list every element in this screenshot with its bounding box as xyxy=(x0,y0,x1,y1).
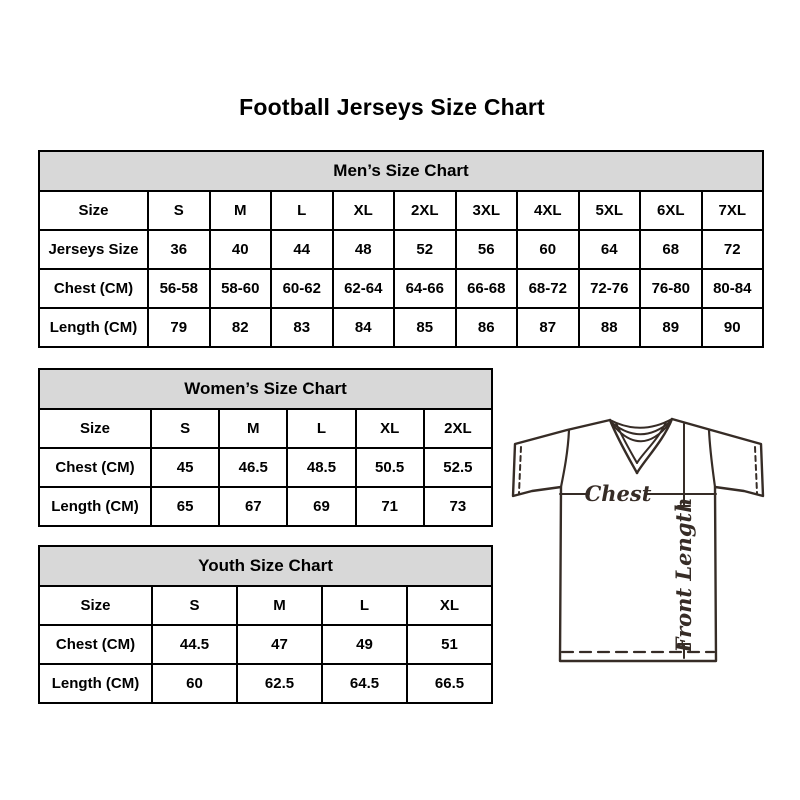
value-cell: 44.5 xyxy=(152,625,237,664)
value-cell: 48 xyxy=(333,230,395,269)
table-row xyxy=(39,448,492,487)
row-label: Chest (CM) xyxy=(39,269,148,308)
value-cell: 66.5 xyxy=(407,664,492,703)
youth-table-title: Youth Size Chart xyxy=(39,546,492,586)
value-cell: 86 xyxy=(456,308,518,347)
value-cell: 69 xyxy=(287,487,355,526)
page-title: Football Jerseys Size Chart xyxy=(239,94,545,120)
value-cell: 88 xyxy=(579,308,641,347)
value-cell: 65 xyxy=(151,487,219,526)
table-row xyxy=(39,269,763,308)
right-cuff-stitch xyxy=(755,447,757,493)
left-cuff-stitch xyxy=(519,447,521,493)
right-armhole-seam xyxy=(709,430,715,487)
value-cell: 87 xyxy=(517,308,579,347)
value-cell: 40 xyxy=(210,230,272,269)
value-cell: 89 xyxy=(640,308,702,347)
value-cell: 44 xyxy=(271,230,333,269)
table-row xyxy=(39,664,492,703)
row-label: Chest (CM) xyxy=(39,625,152,664)
row-label: Size xyxy=(39,586,152,625)
value-cell: 45 xyxy=(151,448,219,487)
value-cell: 84 xyxy=(333,308,395,347)
value-cell: 52.5 xyxy=(424,448,492,487)
front-length-label: Front Length xyxy=(671,497,696,653)
value-cell: 6XL xyxy=(640,191,702,230)
value-cell: 51 xyxy=(407,625,492,664)
womens-size-chart-table xyxy=(38,368,493,527)
value-cell: 52 xyxy=(394,230,456,269)
table-row xyxy=(39,230,763,269)
value-cell: 64.5 xyxy=(322,664,407,703)
value-cell: 64-66 xyxy=(394,269,456,308)
value-cell: 60-62 xyxy=(271,269,333,308)
value-cell: 68-72 xyxy=(517,269,579,308)
women-table-title: Women’s Size Chart xyxy=(39,369,492,409)
table-row xyxy=(39,308,763,347)
value-cell: XL xyxy=(356,409,424,448)
value-cell: 79 xyxy=(148,308,210,347)
value-cell: M xyxy=(237,586,322,625)
value-cell: 83 xyxy=(271,308,333,347)
value-cell: 82 xyxy=(210,308,272,347)
value-cell: 56 xyxy=(456,230,518,269)
table-row xyxy=(39,586,492,625)
value-cell: 66-68 xyxy=(456,269,518,308)
value-cell: 58-60 xyxy=(210,269,272,308)
chest-label: Chest xyxy=(584,481,652,506)
vneck-inner-left xyxy=(616,423,637,463)
table-row xyxy=(39,191,763,230)
value-cell: 56-58 xyxy=(148,269,210,308)
value-cell: L xyxy=(287,409,355,448)
youth-size-chart-table xyxy=(38,545,493,704)
value-cell: 62-64 xyxy=(333,269,395,308)
value-cell: XL xyxy=(407,586,492,625)
row-label: Length (CM) xyxy=(39,308,148,347)
value-cell: 76-80 xyxy=(640,269,702,308)
left-armhole-seam xyxy=(561,430,569,487)
value-cell: S xyxy=(151,409,219,448)
value-cell: 49 xyxy=(322,625,407,664)
value-cell: 48.5 xyxy=(287,448,355,487)
row-label: Chest (CM) xyxy=(39,448,151,487)
value-cell: L xyxy=(271,191,333,230)
value-cell: 90 xyxy=(702,308,764,347)
jersey-outline xyxy=(513,419,763,661)
jersey-measurement-diagram xyxy=(500,394,772,674)
table-row xyxy=(39,487,492,526)
value-cell: 2XL xyxy=(394,191,456,230)
row-label: Size xyxy=(39,409,151,448)
value-cell: 85 xyxy=(394,308,456,347)
row-label: Length (CM) xyxy=(39,487,151,526)
value-cell: 5XL xyxy=(579,191,641,230)
value-cell: S xyxy=(152,586,237,625)
value-cell: 2XL xyxy=(424,409,492,448)
table-row xyxy=(39,625,492,664)
value-cell: M xyxy=(219,409,287,448)
row-label: Jerseys Size xyxy=(39,230,148,269)
value-cell: 46.5 xyxy=(219,448,287,487)
value-cell: 80-84 xyxy=(702,269,764,308)
value-cell: 4XL xyxy=(517,191,579,230)
mens-size-chart-table xyxy=(38,150,764,348)
value-cell: 64 xyxy=(579,230,641,269)
value-cell: M xyxy=(210,191,272,230)
row-label: Length (CM) xyxy=(39,664,152,703)
row-label: Size xyxy=(39,191,148,230)
value-cell: XL xyxy=(333,191,395,230)
men-table-title: Men’s Size Chart xyxy=(39,151,763,191)
value-cell: 62.5 xyxy=(237,664,322,703)
value-cell: 3XL xyxy=(456,191,518,230)
value-cell: S xyxy=(148,191,210,230)
value-cell: 47 xyxy=(237,625,322,664)
value-cell: 7XL xyxy=(702,191,764,230)
table-row xyxy=(39,409,492,448)
value-cell: 71 xyxy=(356,487,424,526)
value-cell: 72 xyxy=(702,230,764,269)
value-cell: 60 xyxy=(152,664,237,703)
value-cell: L xyxy=(322,586,407,625)
value-cell: 68 xyxy=(640,230,702,269)
value-cell: 50.5 xyxy=(356,448,424,487)
value-cell: 73 xyxy=(424,487,492,526)
value-cell: 72-76 xyxy=(579,269,641,308)
value-cell: 67 xyxy=(219,487,287,526)
value-cell: 36 xyxy=(148,230,210,269)
value-cell: 60 xyxy=(517,230,579,269)
